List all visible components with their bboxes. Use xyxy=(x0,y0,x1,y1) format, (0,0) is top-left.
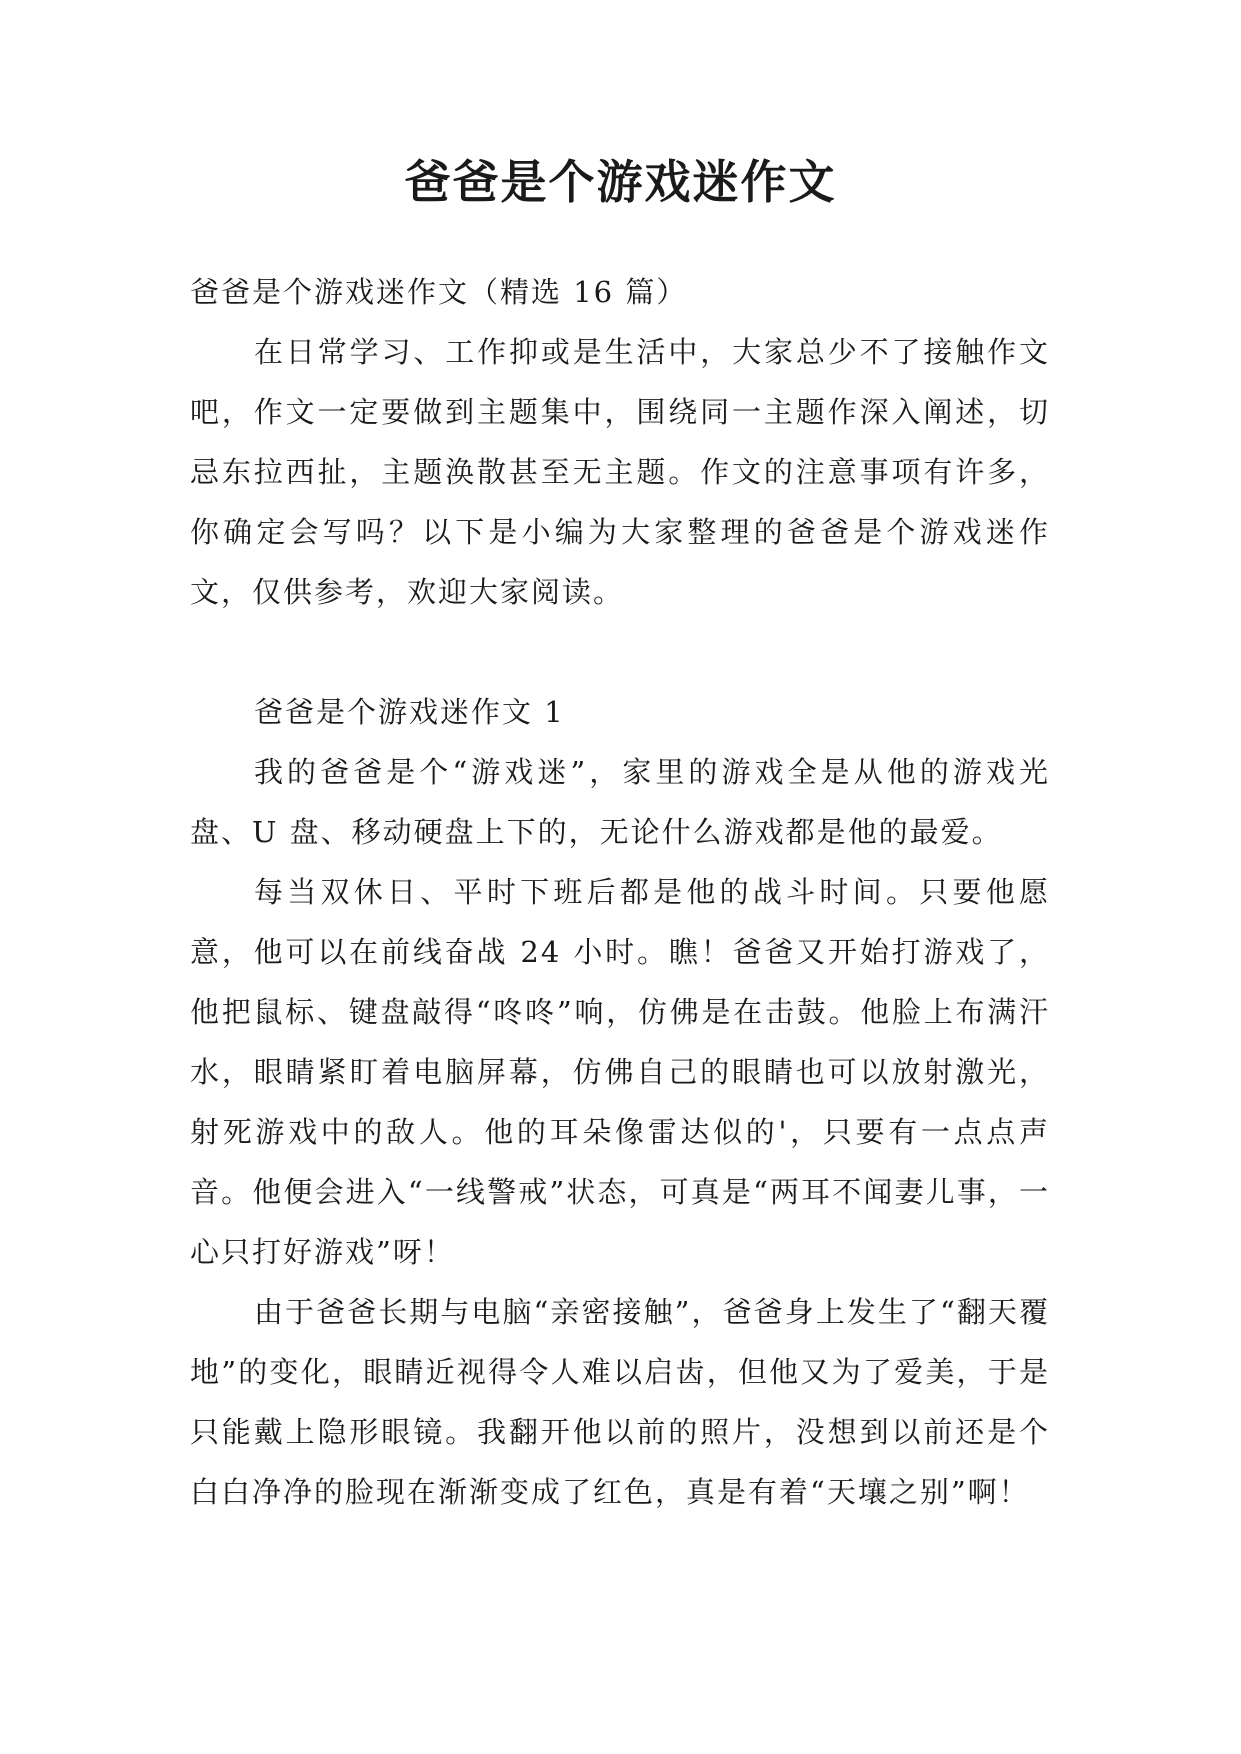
document-subtitle: 爸爸是个游戏迷作文（精选 16 篇） xyxy=(190,275,688,309)
body-paragraph: 我的爸爸是个“游戏迷”，家里的游戏全是从他的游戏光盘、U 盘、移动硬盘上下的，无论什么游戏都是他的最爱。 xyxy=(190,755,1050,849)
intro-paragraph: 在日常学习、工作抑或是生活中，大家总少不了接触作文吧，作文一定要做到主题集中，围绕同一主题作深入阐述，切忌东拉西扯，主题涣散甚至无主题。作文的注意事项有许多，你确定会写吗？以下是小编为大家整理的爸爸是个游戏迷作文，仅供参考，欢迎大家阅读。 xyxy=(190,335,1050,609)
spacer xyxy=(190,622,1050,682)
section-title: 爸爸是个游戏迷作文 1 xyxy=(254,695,565,729)
document-title: 爸爸是个游戏迷作文 xyxy=(404,155,837,209)
body-paragraph: 由于爸爸长期与电脑“亲密接触”，爸爸身上发生了“翻天覆地”的变化，眼睛近视得令人难以启齿，但他又为了爱美，于是只能戴上隐形眼镜。我翻开他以前的照片，没想到以前还是个白白净净的脸现在渐渐变成了红色，真是有着“天壤之别”啊！ xyxy=(190,1295,1050,1509)
document-body xyxy=(190,262,1050,1522)
body-paragraph: 每当双休日、平时下班后都是他的战斗时间。只要他愿意，他可以在前线奋战 24 小时。瞧！爸爸又开始打游戏了，他把鼠标、键盘敲得“咚咚”响，仿佛是在击鼓。他脸上布满汗水，眼睛紧盯着电脑屏幕，仿佛自己的眼睛也可以放射激光，射死游戏中的敌人。他的耳朵像雷达似的'，只要有一点点声音。他便会进入“一线警戒”状态，可真是“两耳不闻妻儿事，一心只打好游戏”呀！ xyxy=(190,875,1050,1269)
